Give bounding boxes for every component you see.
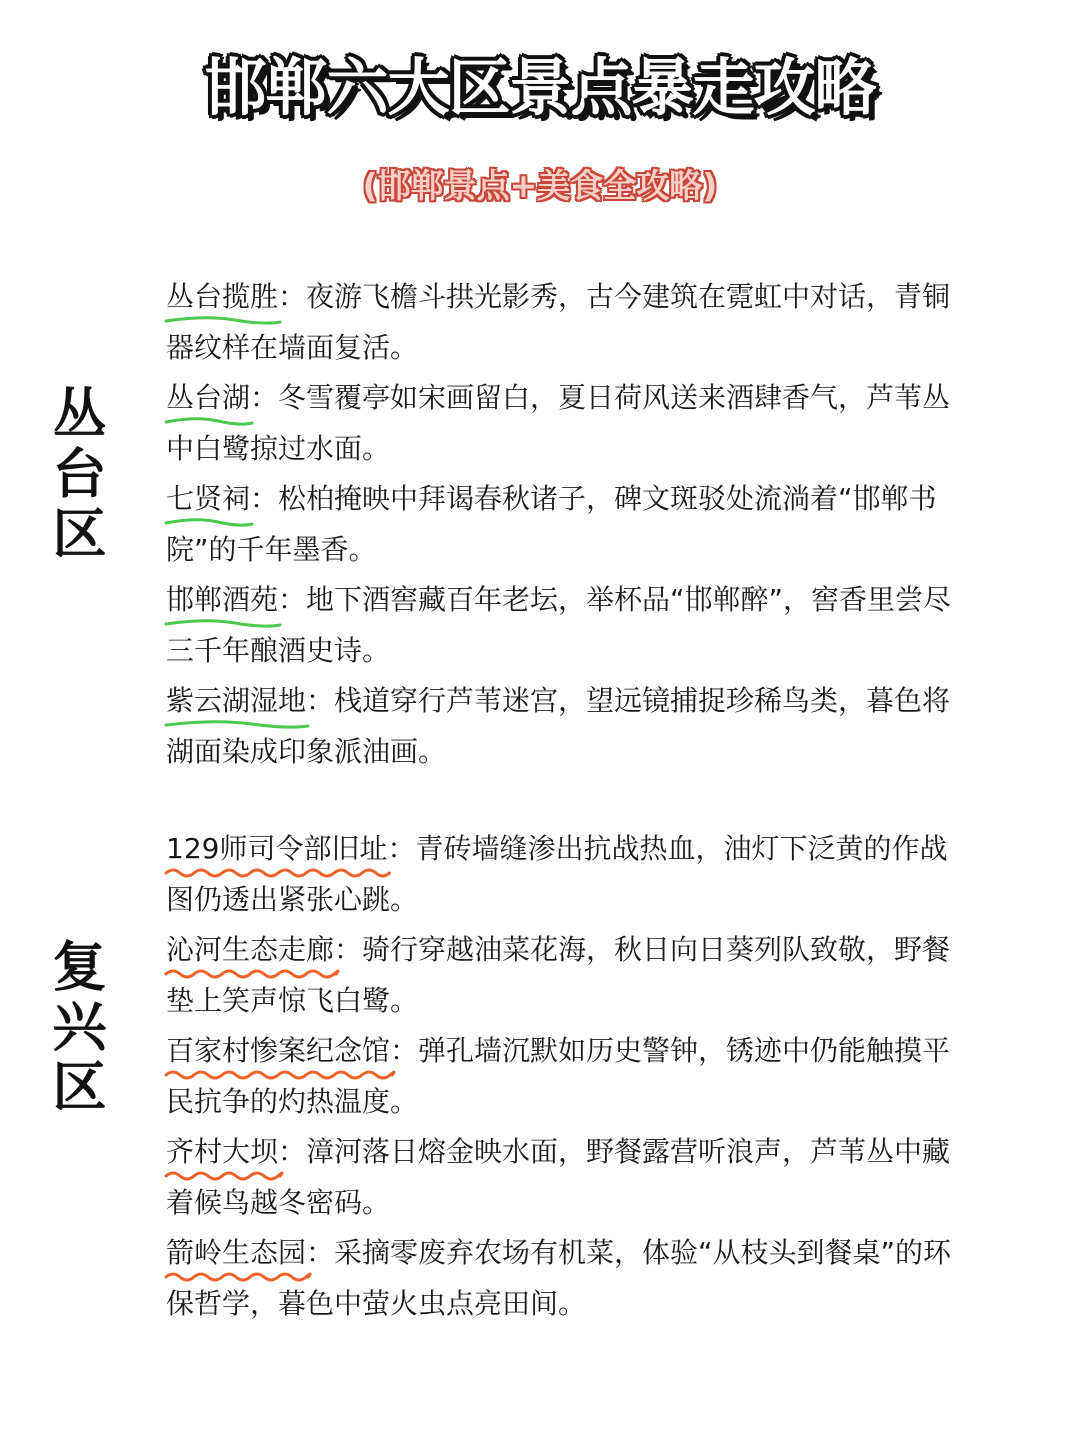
section-congtai <box>166 272 974 777</box>
attraction-desc: ：漳河落日熔金映水面，野餐露营听浪声，芦苇丛中藏着候鸟越冬密码。 <box>166 1135 951 1219</box>
orange-wavy-underline <box>164 1067 394 1083</box>
entry <box>166 575 974 676</box>
orange-wavy-underline <box>164 966 338 982</box>
green-underline <box>164 616 282 632</box>
attraction-name: 七贤祠 <box>166 474 250 525</box>
attraction-desc: ：骑行穿越油菜花海，秋日向日葵列队致敬，野餐垫上笑声惊飞白鹭。 <box>166 933 951 1017</box>
attraction-name: 邯郸酒苑 <box>166 575 278 626</box>
green-underline <box>164 515 254 531</box>
attraction-desc: ：松柏掩映中拜谒春秋诸子，碑文斑驳处流淌着“邯郸书院”的千年墨香。 <box>166 482 937 566</box>
attraction-name: 齐村大坝 <box>166 1127 278 1178</box>
attraction-desc: ：冬雪覆亭如宋画留白，夏日荷风送来酒肆香气，芦苇丛中白鹭掠过水面。 <box>166 381 951 465</box>
section-fuxing <box>166 824 974 1329</box>
entry <box>166 1127 974 1228</box>
attraction-desc: ：地下酒窖藏百年老坛，举杯品“邯郸醉”，窖香里尝尽三千年酿酒史诗。 <box>166 583 952 667</box>
attraction-name: 沁河生态走廊 <box>166 925 334 976</box>
attraction-name: 百家村惨案纪念馆 <box>166 1026 390 1077</box>
entry <box>166 373 974 474</box>
attraction-name: 丛台揽胜 <box>166 272 278 323</box>
entry <box>166 676 974 777</box>
entry <box>166 1228 974 1329</box>
green-underline <box>164 717 310 733</box>
attraction-desc: ：采摘零废弃农场有机菜，体验“从枝头到餐桌”的环保哲学，暮色中萤火虫点亮田间。 <box>166 1236 952 1320</box>
attraction-desc: ：夜游飞檐斗拱光影秀，古今建筑在霓虹中对话，青铜器纹样在墙面复活。 <box>166 280 951 364</box>
attraction-name: 129师司令部旧址 <box>166 824 387 875</box>
attraction-desc: ：栈道穿行芦苇迷宫，望远镜捕捉珍稀鸟类，暮色将湖面染成印象派油画。 <box>166 684 951 768</box>
page-subtitle: (邯郸景点+美食全攻略) <box>362 166 718 205</box>
district-label-congtai: 丛台区 <box>44 385 107 565</box>
entry <box>166 272 974 373</box>
green-underline <box>164 313 282 329</box>
attraction-name: 箭岭生态园 <box>166 1228 306 1279</box>
attraction-desc: ：青砖墙缝渗出抗战热血，油灯下泛黄的作战图仍透出紧张心跳。 <box>166 832 948 916</box>
entry <box>166 824 974 925</box>
district-label-fuxing: 复兴区 <box>44 938 107 1118</box>
entry <box>166 925 974 1026</box>
entry <box>166 474 974 575</box>
orange-wavy-underline <box>164 1269 310 1285</box>
orange-wavy-underline <box>164 1168 282 1184</box>
page-title: 邯郸六大区景点暴走攻略 <box>204 51 876 124</box>
orange-wavy-underline <box>164 865 391 881</box>
attraction-name: 丛台湖 <box>166 373 250 424</box>
green-underline <box>164 414 254 430</box>
attraction-desc: ：弹孔墙沉默如历史警钟，锈迹中仍能触摸平民抗争的灼热温度。 <box>166 1034 951 1118</box>
entry <box>166 1026 974 1127</box>
attraction-name: 紫云湖湿地 <box>166 676 306 727</box>
